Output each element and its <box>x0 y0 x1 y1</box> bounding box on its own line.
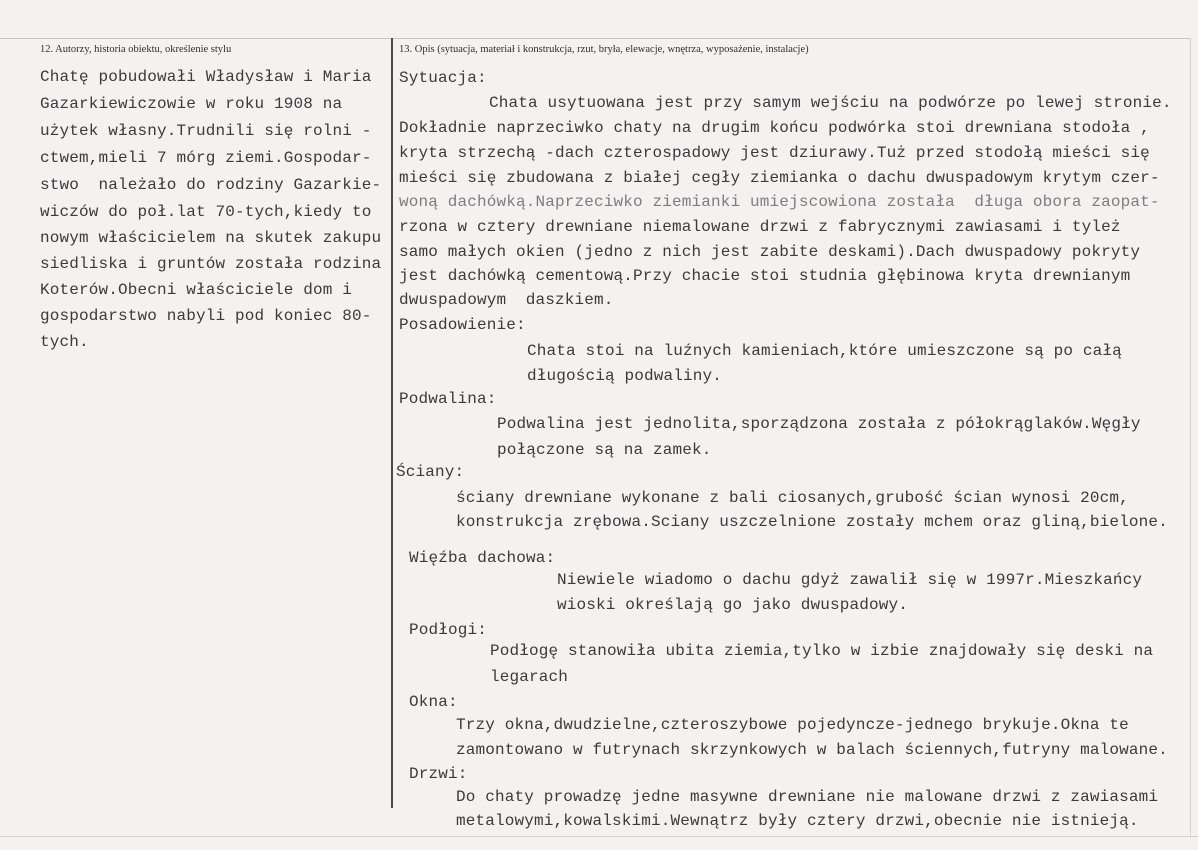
sytuacja-line: samo małych okien (jedno z nich jest zabite deskami).Dach dwuspadowy pokryty <box>399 243 1141 261</box>
sytuacja-line: rzona w cztery drewniane niemalowane drzwi z fabrycznymi zawiasami i tyleż <box>399 218 1121 236</box>
right-column-header: 13. Opis (sytuacja, materiał i konstrukcja, rzut, bryła, elewacje, wnętrza, wyposażenie, instalacje) <box>399 44 809 55</box>
podwalina-line: połączone są na zamek. <box>497 441 712 459</box>
posadowienie-line: długością podwaliny. <box>527 367 723 385</box>
history-line: tych. <box>40 333 89 351</box>
section-heading-posadowienie: Posadowienie: <box>399 316 526 334</box>
column-divider <box>391 38 393 808</box>
posadowienie-line: Chata stoi na luźnych kamieniach,które umieszczone są po całą <box>527 342 1122 360</box>
okna-line: zamontowano w futrynach skrzynkowych w balach ściennych,futryny malowane. <box>456 741 1168 759</box>
podwalina-line: Podwalina jest jednolita,sporządzona została z półokrąglaków.Węgły <box>497 415 1141 433</box>
history-line: użytek własny.Trudnili się rolni - <box>40 122 372 140</box>
sytuacja-line: kryta strzechą -dach czterospadowy jest dziurawy.Tuż przed stodołą mieści się <box>399 144 1150 162</box>
sytuacja-line: dwuspadowym daszkiem. <box>399 291 614 309</box>
history-line: Chatę pobudowałi Władysław i Maria <box>40 68 372 86</box>
history-line: gospodarstwo nabyli pod koniec 80- <box>40 307 372 325</box>
wiezba-line: wioski określają go jako dwuspadowy. <box>557 596 909 614</box>
section-heading-drzwi: Drzwi: <box>409 765 468 783</box>
top-border <box>0 38 1190 39</box>
sciany-line: konstrukcja zrębowa.Sciany uszczelnione zostały mchem oraz gliną,bielone. <box>456 513 1168 531</box>
drzwi-line: Do chaty prowadzę jedne masywne drewniane nie malowane drzwi z zawiasami <box>456 788 1159 806</box>
section-heading-okna: Okna: <box>409 693 458 711</box>
history-line: stwo należało do rodziny Gazarkie- <box>40 176 382 194</box>
section-heading-sytuacja: Sytuacja: <box>399 69 487 87</box>
section-heading-podlogi: Podłogi: <box>409 621 488 639</box>
sytuacja-line: mieści się zbudowana z białej cegły ziemianka o dachu dwuspadowym krytym czer- <box>399 169 1160 187</box>
history-line: wiczów do poł.lat 70-tych,kiedy to <box>40 203 372 221</box>
history-line: nowym właścicielem na skutek zakupu <box>40 229 382 247</box>
history-line: siedliska i gruntów została rodzina <box>40 255 382 273</box>
sytuacja-line: Dokładnie naprzeciwko chaty na drugim końcu podwórka stoi drewniana stodoła , <box>399 119 1150 137</box>
section-heading-podwalina: Podwalina: <box>399 390 497 408</box>
section-heading-wiezba: Więźba dachowa: <box>409 549 556 567</box>
okna-line: Trzy okna,dwudzielne,czteroszybowe pojedyncze-jednego brykuje.Okna te <box>456 716 1129 734</box>
history-line: ctwem,mieli 7 mórg ziemi.Gospodar- <box>40 149 372 167</box>
sytuacja-line: jest dachówką cementową.Przy chacie stoi studnia głębinowa kryta drewnianym <box>399 267 1131 285</box>
drzwi-line: metalowymi,kowalskimi.Wewnątrz były cztery drzwi,obecnie nie istnieją. <box>456 812 1139 830</box>
wiezba-line: Niewiele wiadomo o dachu gdyż zawalił się w 1997r.Mieszkańcy <box>557 571 1143 589</box>
sytuacja-line: woną dachówką.Naprzeciwko ziemianki umiejscowiona została długa obora zaopat- <box>399 193 1160 211</box>
podlogi-line: legarach <box>490 668 569 686</box>
history-line: Koterów.Obecni właściciele dom i <box>40 281 353 299</box>
bottom-border <box>0 836 1198 837</box>
sciany-line: ściany drewniane wykonane z bali ciosanych,grubość ścian wynosi 20cm, <box>456 489 1129 507</box>
left-column-header: 12. Autorzy, historia obiektu, określenie stylu <box>40 44 232 55</box>
history-line: Gazarkiewiczowie w roku 1908 na <box>40 95 343 113</box>
sytuacja-line: Chata usytuowana jest przy samym wejściu na podwórze po lewej stronie. <box>489 94 1172 112</box>
right-border <box>1190 38 1191 838</box>
podlogi-line: Podłogę stanowiła ubita ziemia,tylko w izbie znajdowały się deski na <box>490 642 1154 660</box>
section-heading-sciany: Ściany: <box>396 463 465 481</box>
